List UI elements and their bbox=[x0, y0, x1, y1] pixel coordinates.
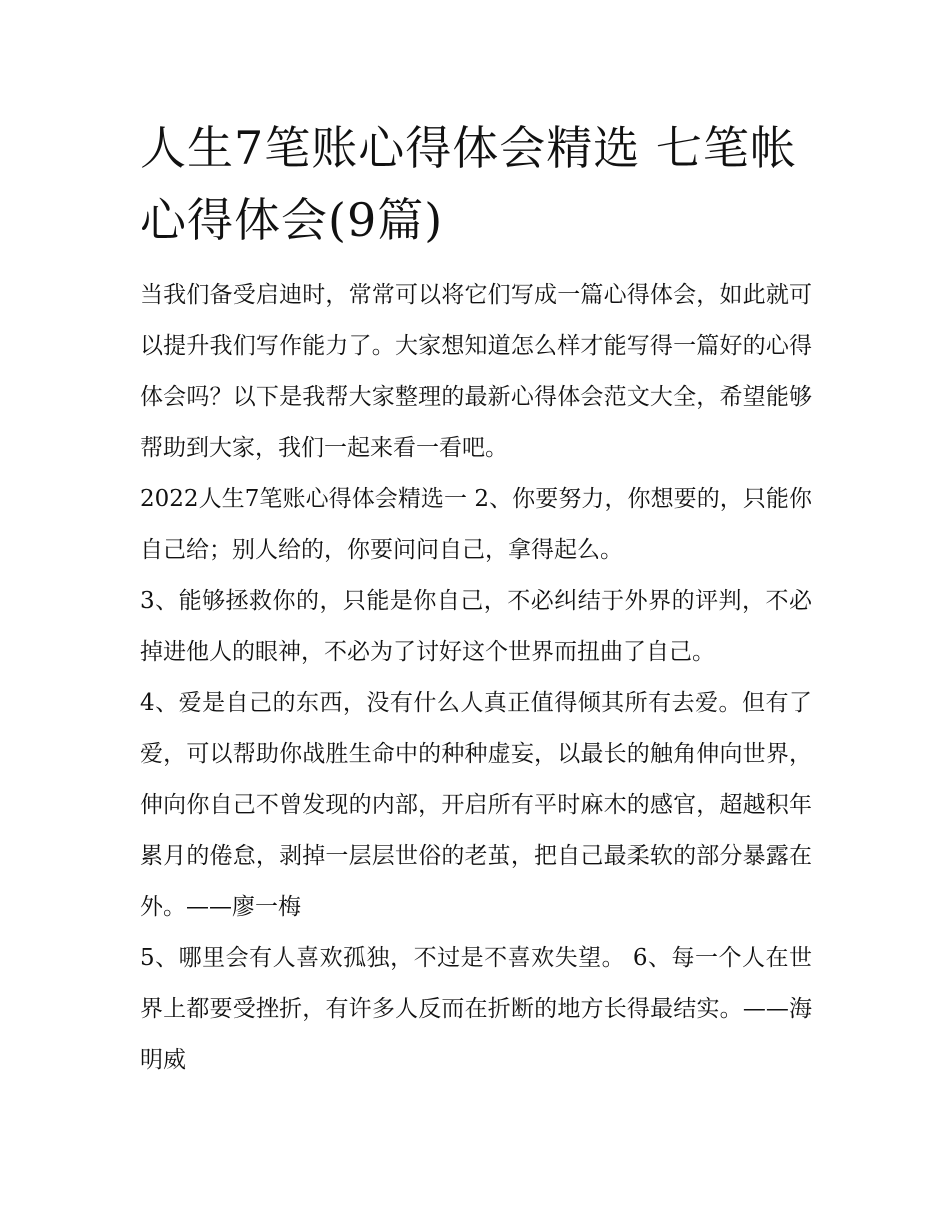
body-paragraph: 3、能够拯救你的，只能是你自己，不必纠结于外界的评判，不必掉进他人的眼神，不必为了讨好这个世界而扭曲了自己。 bbox=[140, 588, 812, 665]
body-paragraph: 4、爱是自己的东西，没有什么人真正值得倾其所有去爱。但有了爱，可以帮助你战胜生命中的种种虚妄，以最长的触角伸向世界，伸向你自己不曾发现的内部，开启所有平时麻木的感官，超越积年累月的倦怠，剥掉一层层世俗的老茧，把自己最柔软的部分暴露在外。——廖一梅 bbox=[140, 690, 812, 920]
document-title: 人生7笔账心得体会精选 七笔帐心得体会(9篇) bbox=[140, 121, 797, 247]
body-paragraph: 2022人生7笔账心得体会精选一 2、你要努力，你想要的，只能你自己给；别人给的，你要问问自己，拿得起么。 bbox=[140, 486, 812, 563]
document-page bbox=[140, 112, 812, 1086]
body-paragraph: 5、哪里会有人喜欢孤独，不过是不喜欢失望。 6、每一个人在世界上都要受挫折，有许多人反而在折断的地方长得最结实。——海明威 bbox=[140, 945, 812, 1073]
intro-paragraph: 当我们备受启迪时，常常可以将它们写成一篇心得体会，如此就可以提升我们写作能力了。大家想知道怎么样才能写得一篇好的心得体会吗？以下是我帮大家整理的最新心得体会范文大全，希望能够帮助到大家，我们一起来看一看吧。 bbox=[140, 282, 812, 461]
